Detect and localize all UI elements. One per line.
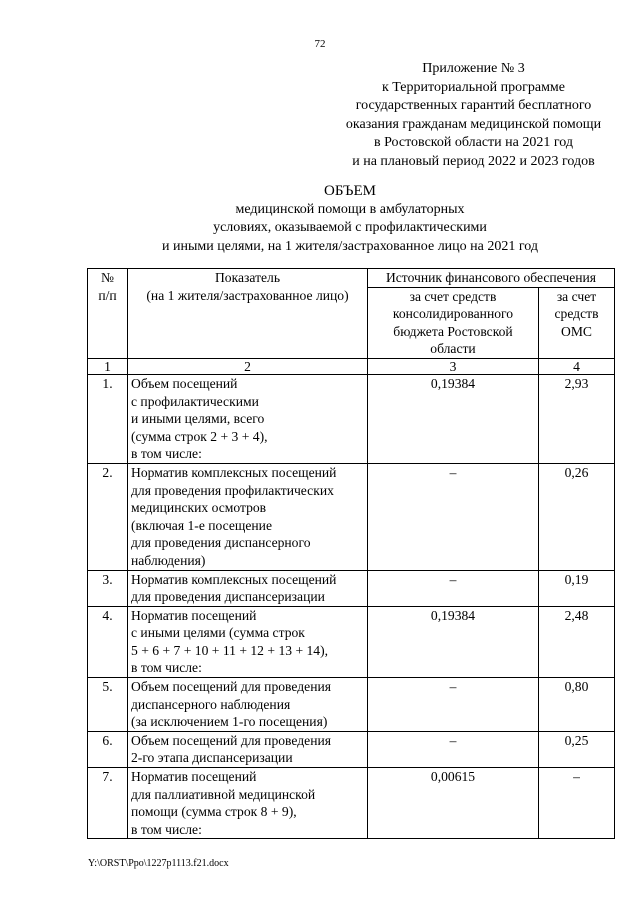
header-source: Источник финансового обеспечения — [368, 269, 615, 288]
row-num: 1. — [88, 374, 128, 463]
column-number: 4 — [539, 358, 615, 374]
table-row — [88, 463, 615, 570]
row-num: 4. — [88, 606, 128, 677]
appendix-line: к Территориальной программе — [381, 79, 566, 95]
row-indicator: Норматив комплексных посещений для проведения диспансеризации — [128, 570, 368, 606]
column-number: 3 — [368, 358, 539, 374]
row-budget-value: – — [368, 570, 539, 606]
table-row — [88, 570, 615, 606]
row-indicator: Норматив посещений с иными целями (сумма строк 5 + 6 + 7 + 10 + 11 + 12 + 13 + 14), в том числе: — [128, 606, 368, 677]
table-row — [88, 731, 615, 767]
appendix-title: Приложение № 3 — [422, 61, 525, 76]
row-num: 7. — [88, 768, 128, 839]
table-header-row — [88, 269, 615, 288]
row-indicator: Объем посещений с профилактическими и иными целями, всего (сумма строк 2 + 3 + 4), в том числе: — [128, 374, 368, 463]
row-oms-value: 2,48 — [539, 606, 615, 677]
table-row — [88, 678, 615, 732]
row-oms-value: 0,26 — [539, 463, 615, 570]
row-num: 6. — [88, 731, 128, 767]
document-subtitle-line: медицинской помощи в амбулаторных — [235, 201, 465, 217]
document-title: ОБЪЕМ — [324, 183, 376, 199]
row-indicator: Норматив комплексных посещений для проведения профилактических медицинских осмотров (включая 1-е посещение для проведения диспансерного наблюдения) — [128, 463, 368, 570]
row-oms-value: 0,19 — [539, 570, 615, 606]
row-oms-value: 0,25 — [539, 731, 615, 767]
file-path-footer: Y:\ORST\Ppo\1227p1113.f21.docx — [88, 858, 229, 869]
column-number: 2 — [128, 358, 368, 374]
row-num: 2. — [88, 463, 128, 570]
appendix-line: и на плановый период 2022 и 2023 годов — [352, 153, 595, 169]
row-budget-value: – — [368, 678, 539, 732]
column-numbers-row — [88, 358, 615, 374]
row-budget-value: 0,00615 — [368, 768, 539, 839]
row-oms-value: 0,80 — [539, 678, 615, 732]
row-budget-value: – — [368, 731, 539, 767]
appendix-header — [300, 60, 640, 172]
table-row — [88, 374, 615, 463]
page-number: 72 — [314, 38, 326, 50]
appendix-line: государственных гарантий бесплатного — [355, 98, 592, 114]
row-indicator: Объем посещений для проведения диспансерного наблюдения (за исключением 1-го посещения) — [128, 678, 368, 732]
row-budget-value: 0,19384 — [368, 606, 539, 677]
volume-table — [87, 268, 615, 839]
row-num: 3. — [88, 570, 128, 606]
header-budget: за счет средств консолидированного бюджета Ростовской области — [368, 287, 539, 358]
row-oms-value: 2,93 — [539, 374, 615, 463]
table-row — [88, 606, 615, 677]
row-budget-value: – — [368, 463, 539, 570]
header-indicator: Показатель (на 1 жителя/застрахованное лицо) — [128, 269, 368, 359]
header-num: № п/п — [88, 269, 128, 359]
table-row — [88, 768, 615, 839]
column-number: 1 — [88, 358, 128, 374]
appendix-line: в Ростовской области на 2021 год — [374, 135, 573, 151]
row-indicator: Объем посещений для проведения 2-го этапа диспансеризации — [128, 731, 368, 767]
row-num: 5. — [88, 678, 128, 732]
document-subtitle-line: и иными целями, на 1 жителя/застрахованное лицо на 2021 год — [162, 238, 538, 254]
document-subtitle-line: условиях, оказываемой с профилактическими — [213, 220, 487, 235]
appendix-line: оказания гражданам медицинской помощи — [345, 116, 602, 132]
row-indicator: Норматив посещений для паллиативной медицинской помощи (сумма строк 8 + 9), в том числе: — [128, 768, 368, 839]
row-oms-value: – — [539, 768, 615, 839]
document-heading — [0, 182, 640, 256]
row-budget-value: 0,19384 — [368, 374, 539, 463]
header-oms: за счет средств ОМС — [539, 287, 615, 358]
